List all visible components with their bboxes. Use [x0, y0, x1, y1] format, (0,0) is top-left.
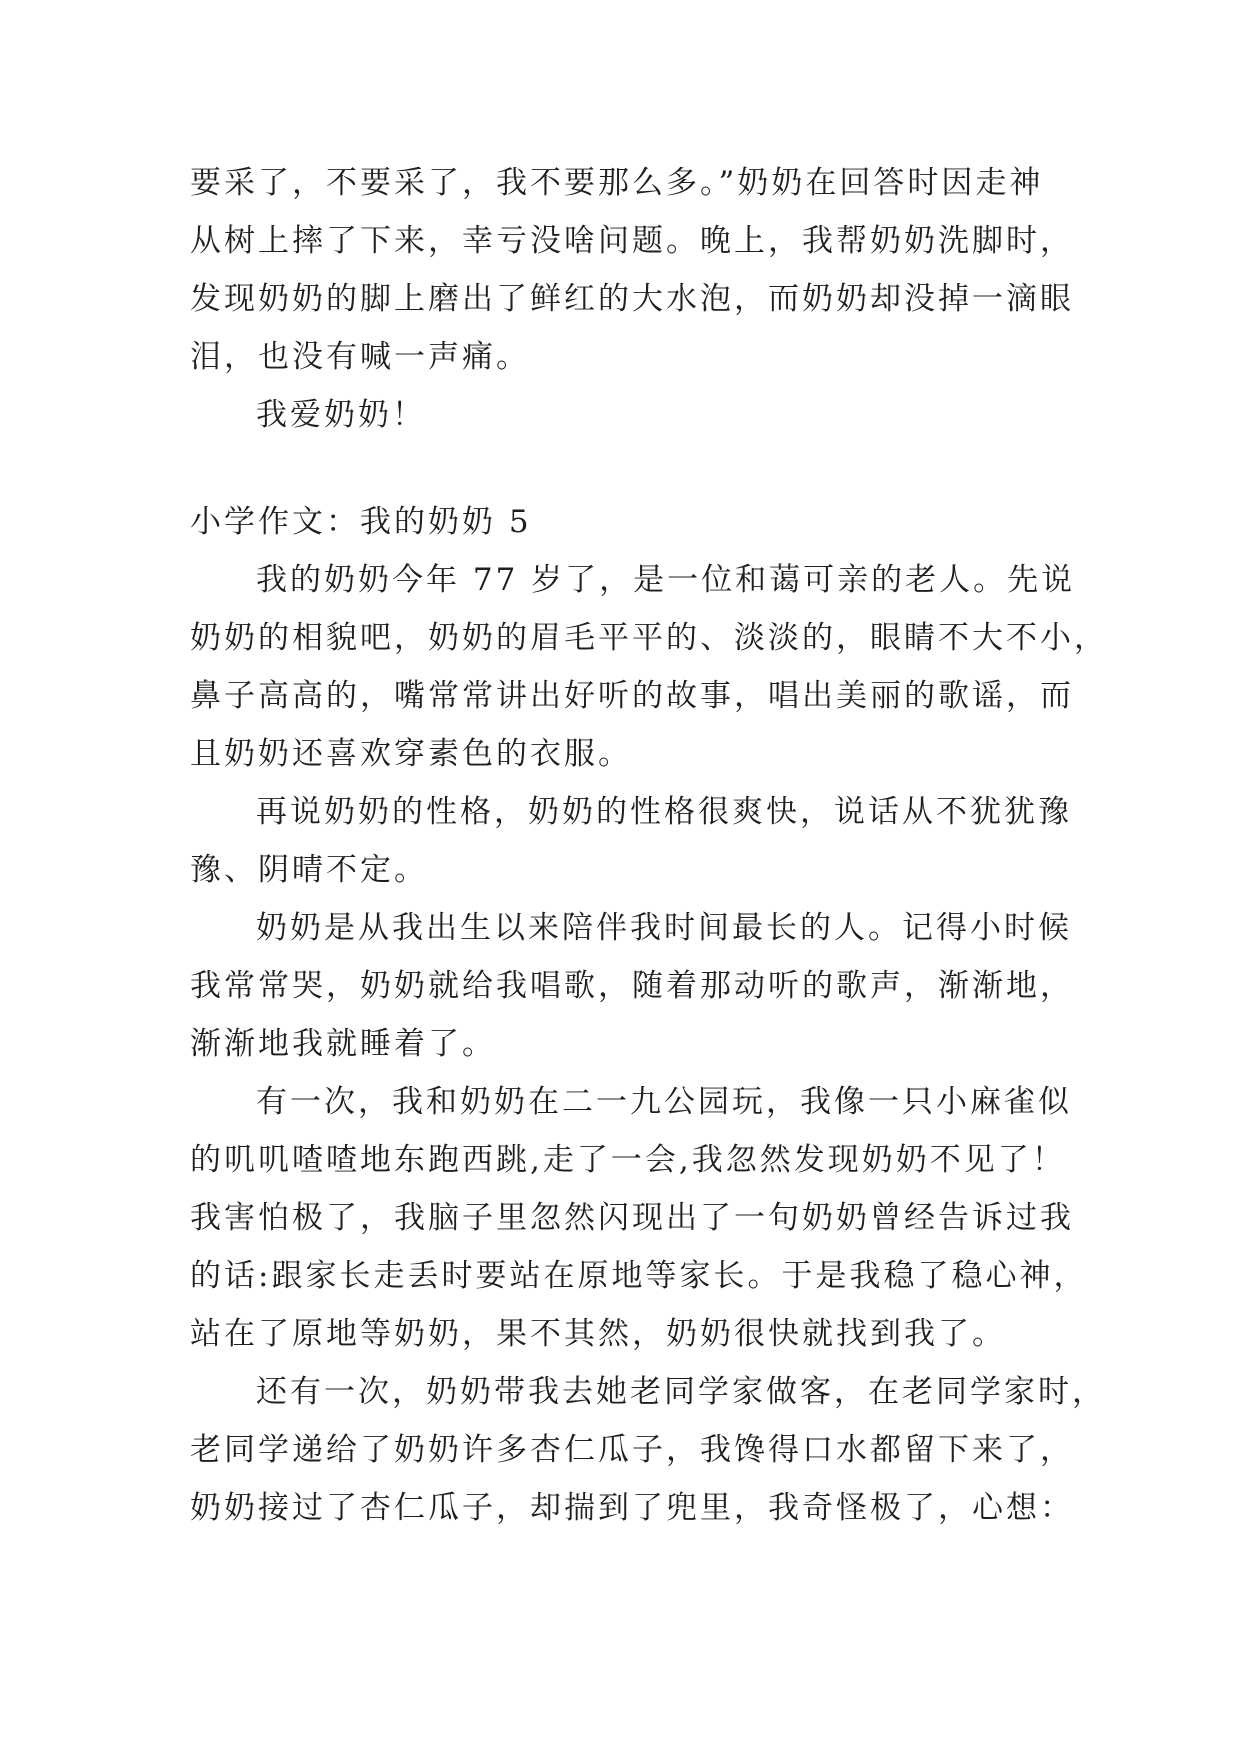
- text-line: 且奶奶还喜欢穿素色的衣服。: [190, 736, 632, 772]
- text-line: 鼻子高高的，嘴常常讲出好听的故事，唱出美丽的歌谣，而: [190, 678, 1074, 714]
- continued-paragraph: [190, 154, 1074, 386]
- essay-paragraph-1: [190, 551, 1108, 783]
- text-line: 从树上摔了下来，幸亏没啥问题。晚上，我帮奶奶洗脚时，: [190, 223, 1074, 259]
- document-body: [190, 154, 1108, 1537]
- closing-line: 我爱奶奶！: [256, 397, 426, 433]
- text-line: 豫、阴晴不定。: [190, 852, 428, 888]
- text-line: 站在了原地等奶奶，果不其然，奶奶很快就找到我了。: [190, 1316, 1006, 1352]
- text-line: 奶奶接过了杏仁瓜子，却揣到了兜里，我奇怪极了，心想：: [190, 1490, 1074, 1526]
- essay-paragraph-2: [190, 783, 1072, 899]
- essay-paragraph-4: [190, 1073, 1088, 1363]
- text-line: 我常常哭，奶奶就给我唱歌，随着那动听的歌声，渐渐地，: [190, 968, 1074, 1004]
- section-gap: [190, 444, 1050, 493]
- text-line: 发现奶奶的脚上磨出了鲜红的大水泡，而奶奶却没掉一滴眼: [190, 281, 1074, 317]
- essay-paragraph-3: [190, 899, 1074, 1073]
- text-line: 奶奶是从我出生以来陪伴我时间最长的人。记得小时候: [256, 910, 1072, 946]
- text-line: 我害怕极了，我脑子里忽然闪现出了一句奶奶曾经告诉过我: [190, 1200, 1074, 1236]
- text-line: 还有一次，奶奶带我去她老同学家做客，在老同学家时，: [256, 1374, 1106, 1410]
- text-line: 再说奶奶的性格，奶奶的性格很爽快，说话从不犹犹豫: [256, 794, 1072, 830]
- text-line: 老同学递给了奶奶许多杏仁瓜子，我馋得口水都留下来了，: [190, 1432, 1074, 1468]
- text-line: 奶奶的相貌吧，奶奶的眉毛平平的、淡淡的，眼睛不大不小，: [190, 620, 1108, 656]
- essay-title: 小学作文：我的奶奶 5: [190, 504, 532, 540]
- text-line: 泪，也没有喊一声痛。: [190, 339, 530, 375]
- text-line: 有一次，我和奶奶在二一九公园玩，我像一只小麻雀似: [256, 1084, 1072, 1120]
- text-line: 的叽叽喳喳地东跑西跳,走了一会,我忽然发现奶奶不见了！: [190, 1142, 1066, 1178]
- text-line: 要采了，不要采了，我不要那么多。”奶奶在回答时因走神: [190, 165, 1044, 201]
- text-line: 我的奶奶今年 77 岁了，是一位和蔼可亲的老人。先说: [256, 562, 1076, 598]
- text-line: 的话:跟家长走丢时要站在原地等家长。于是我稳了稳心神，: [190, 1258, 1088, 1294]
- essay-paragraph-5: [190, 1363, 1106, 1537]
- text-line: 渐渐地我就睡着了。: [190, 1026, 496, 1062]
